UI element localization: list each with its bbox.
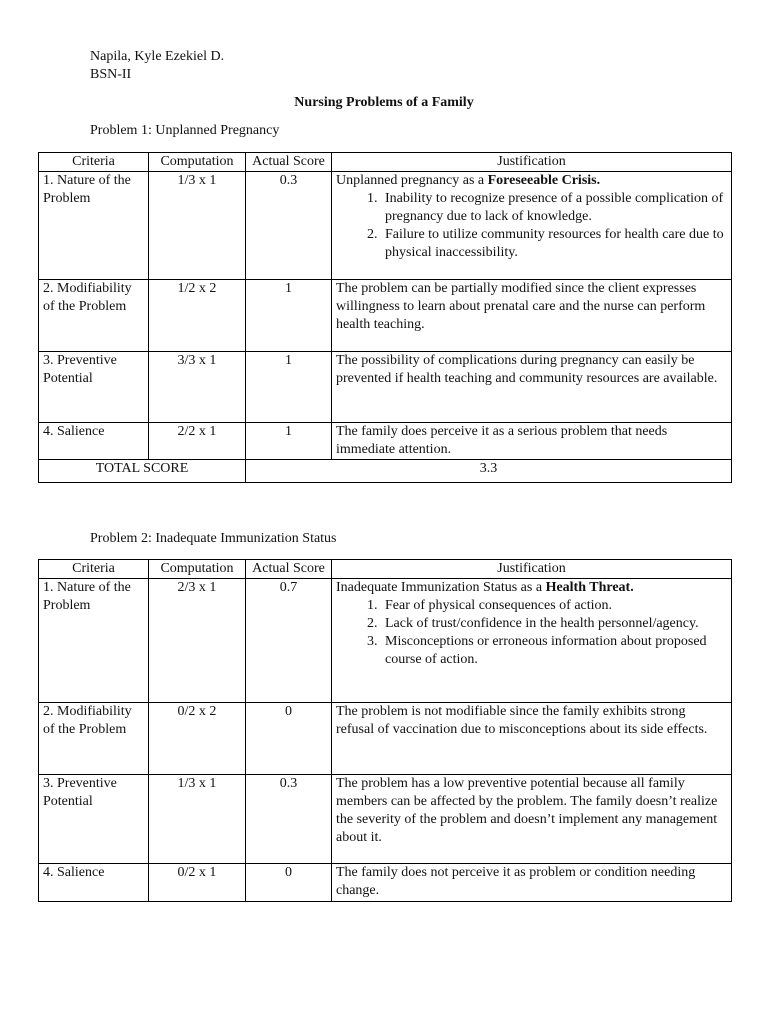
table-header-row <box>39 560 732 579</box>
justification-cell: The problem is not modifiable since the family exhibits strong refusal of vaccination due to misconceptions about its side effects. <box>332 703 732 775</box>
criteria-cell: 4. Salience <box>39 423 149 460</box>
criteria-cell: 2. Modifiability of the Problem <box>39 280 149 352</box>
score-cell: 0.3 <box>246 775 332 864</box>
list-item: 2. Failure to utilize community resources for health care due to physical inaccessibility. <box>381 226 727 262</box>
problem2-table <box>38 559 732 902</box>
header-computation: Computation <box>149 560 246 579</box>
list-item: 1. Fear of physical consequences of action. <box>381 597 727 615</box>
header-criteria: Criteria <box>39 153 149 172</box>
justification-intro-bold: Health Threat. <box>545 580 634 595</box>
list-item: 3. Misconceptions or erroneous information about proposed course of action. <box>381 633 727 669</box>
problem1-label: Problem 1: Unplanned Pregnancy <box>90 123 280 138</box>
justification-cell: The problem can be partially modified since the client expresses willingness to learn about prenatal care and the nurse can perform health teaching. <box>332 280 732 352</box>
page-title: Nursing Problems of a Family <box>294 95 474 110</box>
header-actual-score: Actual Score <box>246 153 332 172</box>
table-row <box>39 352 732 423</box>
score-cell: 0 <box>246 703 332 775</box>
header-justification: Justification <box>332 560 732 579</box>
score-cell: 0 <box>246 864 332 902</box>
criteria-cell: 3. Preventive Potential <box>39 775 149 864</box>
justification-cell: The family does perceive it as a serious problem that needs immediate attention. <box>332 423 732 460</box>
computation-cell: 0/2 x 2 <box>149 703 246 775</box>
justification-intro: Unplanned pregnancy as a <box>336 173 488 188</box>
table-row <box>39 172 732 280</box>
criteria-cell: 2. Modifiability of the Problem <box>39 703 149 775</box>
justification-list <box>336 190 727 262</box>
table-header-row <box>39 153 732 172</box>
computation-cell: 0/2 x 1 <box>149 864 246 902</box>
justification-cell <box>332 579 732 703</box>
justification-cell: The problem has a low preventive potential because all family members can be affected by the problem. The family doesn’t realize the severity of the problem and doesn’t implement any management about it. <box>332 775 732 864</box>
score-cell: 1 <box>246 423 332 460</box>
list-item: 1. Inability to recognize presence of a possible complication of pregnancy due to lack of knowledge. <box>381 190 727 226</box>
score-cell: 1 <box>246 352 332 423</box>
computation-cell: 2/3 x 1 <box>149 579 246 703</box>
table-row <box>39 280 732 352</box>
problem1-table <box>38 152 732 483</box>
criteria-cell: 1. Nature of the Problem <box>39 579 149 703</box>
justification-cell: The family does not perceive it as problem or condition needing change. <box>332 864 732 902</box>
criteria-cell: 3. Preventive Potential <box>39 352 149 423</box>
justification-intro: Inadequate Immunization Status as a <box>336 580 546 595</box>
table-row <box>39 864 732 902</box>
score-cell: 0.7 <box>246 579 332 703</box>
computation-cell: 1/2 x 2 <box>149 280 246 352</box>
total-score-value: 3.3 <box>246 460 732 483</box>
criteria-cell: 4. Salience <box>39 864 149 902</box>
table-row <box>39 423 732 460</box>
table-row <box>39 579 732 703</box>
computation-cell: 2/2 x 1 <box>149 423 246 460</box>
header-justification: Justification <box>332 153 732 172</box>
table-row <box>39 775 732 864</box>
list-item: 2. Lack of trust/confidence in the health personnel/agency. <box>381 615 727 633</box>
justification-list <box>336 597 727 669</box>
score-cell: 0.3 <box>246 172 332 280</box>
table-row <box>39 703 732 775</box>
header-criteria: Criteria <box>39 560 149 579</box>
author-name: Napila, Kyle Ezekiel D. <box>90 49 225 64</box>
problem2-label: Problem 2: Inadequate Immunization Status <box>90 531 337 546</box>
total-score-row <box>39 460 732 483</box>
justification-intro-bold: Foreseeable Crisis. <box>487 173 601 188</box>
computation-cell: 1/3 x 1 <box>149 775 246 864</box>
justification-cell: The possibility of complications during pregnancy can easily be prevented if health teaching and community resources are available. <box>332 352 732 423</box>
computation-cell: 1/3 x 1 <box>149 172 246 280</box>
header-actual-score: Actual Score <box>246 560 332 579</box>
score-cell: 1 <box>246 280 332 352</box>
justification-cell <box>332 172 732 280</box>
criteria-cell: 1. Nature of the Problem <box>39 172 149 280</box>
total-score-label: TOTAL SCORE <box>39 460 246 483</box>
header-computation: Computation <box>149 153 246 172</box>
course-level: BSN-II <box>90 67 132 82</box>
computation-cell: 3/3 x 1 <box>149 352 246 423</box>
